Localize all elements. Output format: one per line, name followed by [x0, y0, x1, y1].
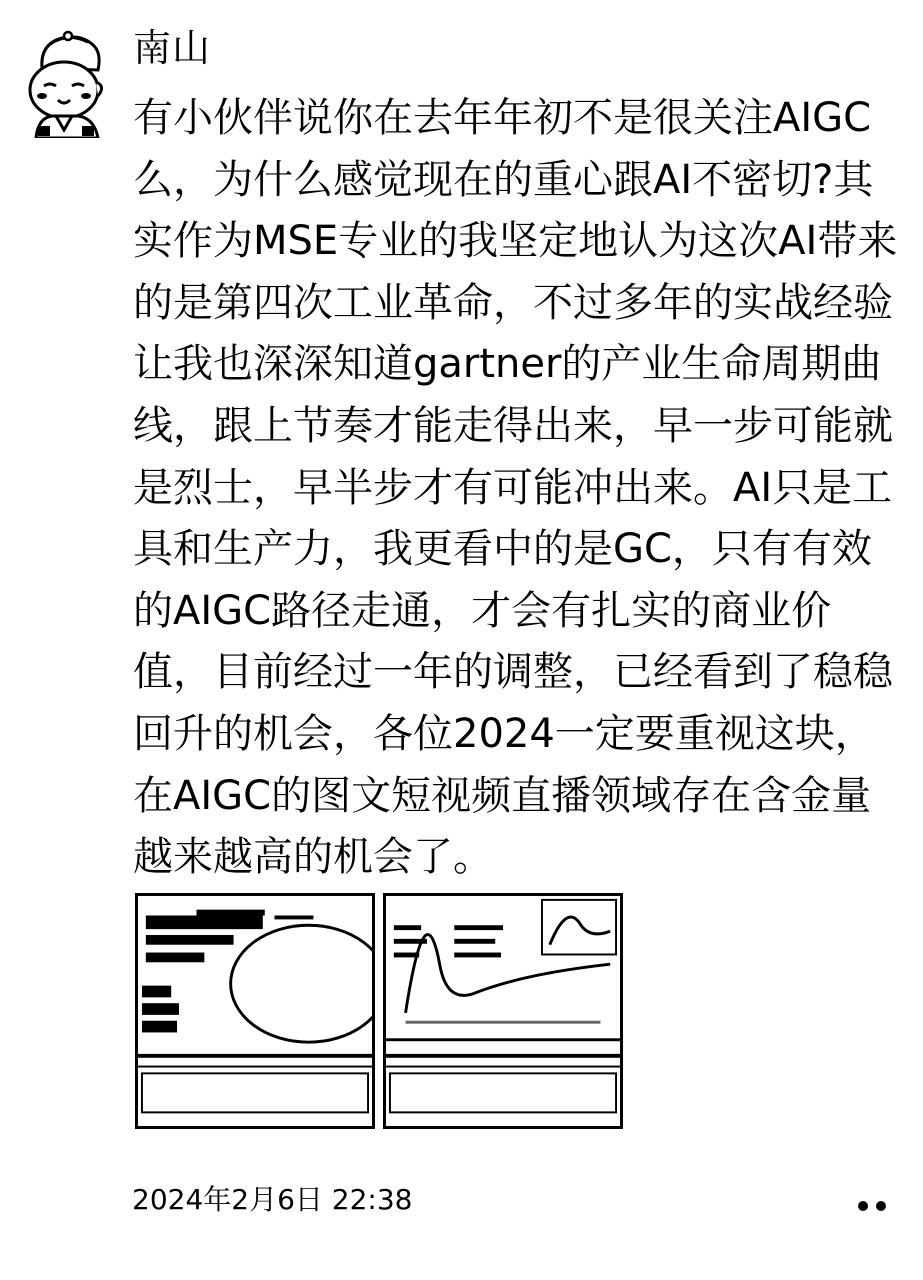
post-timestamp: 2024年2月6日 22:38 [132, 1183, 413, 1216]
more-dots-icon [858, 1201, 868, 1211]
post-body-text: 有小伙伴说你在去年年初不是很关注AIGC么，为什么感觉现在的重心跟AI不密切?其实作为MSE专业的我坚定地认为这次AI带来的是第四次工业革命，不过多年的实战经验让我也深深知道gartner的产业生命周期曲线，跟上节奏才能走得出来，早一步可能就是烈士，早半步才有可能冲出来。AI只是工具和生产力，我更看中的是GC，只有有效的AIGC路径走通，才会有扎实的商业价值，目前经过一年的调整，已经看到了稳稳回升的机会，各位2024一定要重视这块，在AIGC的图文短视频直播领域存在含金量越来越高的机会了。 [133, 95, 898, 881]
more-dots-icon [876, 1201, 886, 1211]
avatar[interactable] [22, 30, 114, 138]
slide-photo-presentation-icon [138, 896, 372, 1126]
slide-photo-gartner-curve-icon [386, 896, 620, 1126]
author-name[interactable]: 南山 [133, 26, 212, 70]
more-options-button[interactable] [852, 1192, 892, 1220]
post-image-2[interactable] [383, 893, 623, 1129]
cartoon-scholar-icon [22, 30, 114, 138]
post-image-1[interactable] [135, 893, 375, 1129]
